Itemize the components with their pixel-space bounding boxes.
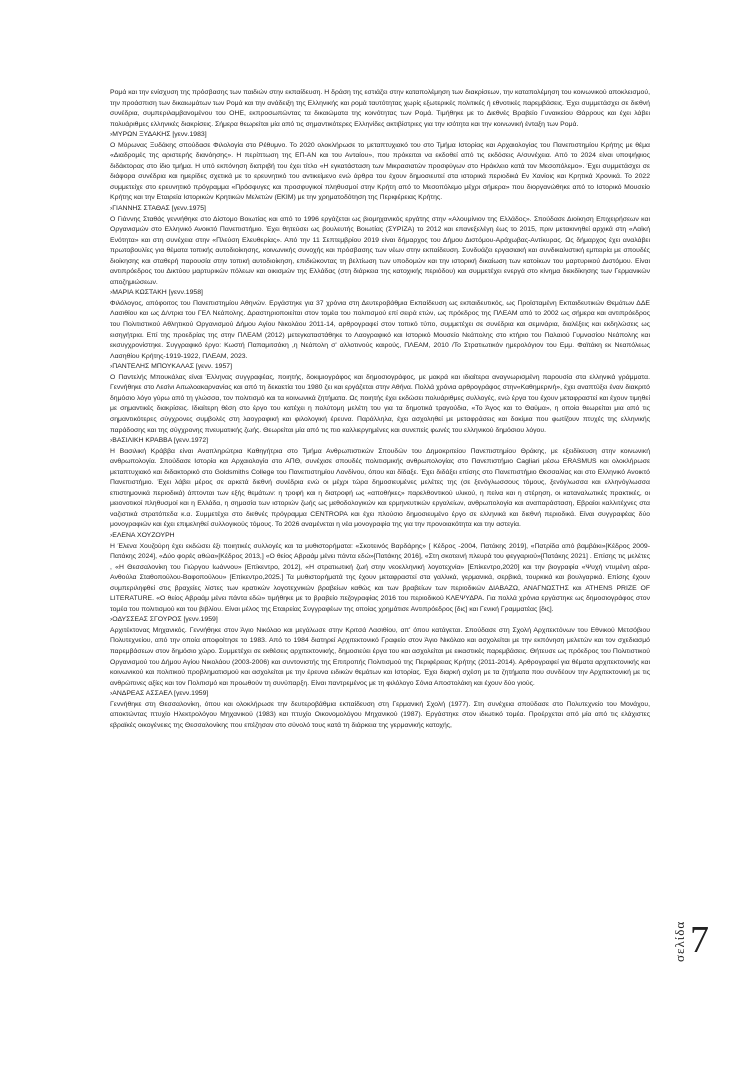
bio-text-chouzouri: Η Έλενα Χουζούρη έχει εκδώσει έξι ποιητικές συλλογές και τα μυθιστορήματα: «Σκοτεινός Βαρδάρης» [ Κέδρος -2004, Πατάκης 2019], «Πατρίδα από βαμβάκι»[Κέδρος 2009-Πατάκης 2024], «Δύο φορές αθώα»[Κέδρος 2013,] «Ο θείος Αβραάμ μένει πάντα εδώ»[Πατάκης 2016], «Στη σκοτεινή πλευρά του φεγγαριού»[Πατάκης 2021] . Επίσης τις μελέτες , «Η Θεσσαλονίκη του Γιώργου Ιωάννου» [Επίκεντρο, 2012], «Η στρατιωτική ζωή στην νεοελληνική λογοτεχνία» [Επίκεντρο,2020] και την βιογραφία «Ψυχή ντυμένη αέρα- Ανθούλα Σταθοπούλου-Βαφοπούλου» [Επίκεντρο,2025.] Τα μυθιστορήματά της έχουν μεταφραστεί στα γαλλικά, γερμανικά, σερβικά, τουρκικά και βουλγαρικά. Επίσης έχουν συμπεριληφθεί στις βραχείες λίστες των κρατικών λογοτεχνικών βραβείων καθώς και των βραβείων των περιοδικών ΔΙΑΒΑΖΩ, ΑΝΑΓΝΩΣΤΗΣ και ATHENS PRIZE OF LITERATURE. «Ο θείος Αβραάμ μένει πάντα εδώ» τιμήθηκε με το βραβείο πεζογραφίας 2016 του περιοδικού ΚΛΕΨΥΔΡΑ. Για πολλά χρόνια εργάστηκε ως δημοσιογράφος στον τομέα του πολιτισμού και του βιβλίου. Είναι μέλος της Εταιρείας Συγγραφέων της οποίας χρημάτισε Αντιπρόεδρος [δις] και Γενική Γραμματέας [δις]. [110,542,650,613]
bio-text-xydakis: Ο Μύρωνας Ξυδάκης σπούδασε Φιλολογία στο Ρέθυμνο. Το 2020 ολοκλήρωσε το μεταπτυχιακό του στο Τμήμα Ιστορίας και Αρχαιολογίας του Πανεπιστημίου Κρήτης με θέμα «Διαδρομές της αριστερής διανόησης». Η περίπτωση της ΕΠ-ΑΝ και του Ανταίου», που πρόκειται να εκδοθεί από τις εκδόσεις Α/συνέχεια. Από το 2024 είναι υποψήφιος διδάκτορας στο ίδιο τμήμα. Η υπό εκπόνηση διατριβή του έχει τίτλο «Η εγκατάσταση των Μικρασιατών προσφύγων στο Ηράκλειο κατά τον Μεσοπόλεμο». Έχει συμμετάσχει σε διάφορα συνέδρια και ημερίδες σχετικά με το ερευνητικό του αντικείμενο ενώ άρθρα του έχουν δημοσιευτεί στα ιστορικά περιοδικά Εν Χανίοις και Κρητικά Χρονικά. Το 2022 συμμετείχε στο ερευνητικό πρόγραμμα «Πρόσφυγες και προσφυγικοί πληθυσμοί στην Κρήτη από το Μεσοπόλεμο μέχρι σήμερα» που διοργανώθηκε από το Ιστορικό Μουσείο Κρήτης και την Εταιρεία Ιστορικών Κρητικών Μελετών (ΕΚΙΜ) με την χρηματοδότηση της Περιφέρειας Κρήτης. [110,141,650,202]
bio-heading-kravva: ›ΒΑΣΙΛΙΚΗ ΚΡΑΒΒΑ [γενν.1972] [110,437,209,445]
bio-heading-kostaki: ›ΜΑΡΙΑ ΚΩΣΤΑΚΗ [γενν.1958] [110,289,203,297]
page-number: 7 [690,919,709,961]
bio-text-assael: Γεννήθηκε στη Θεσσαλονίκη, όπου και ολοκλήρωσε την δευτεροβάθμια εκπαίδευση στη Γερμανική Σχολή (1977). Στη συνέχεια σπούδασε στο Πολυτεχνείο του Μονάχου, αποκτώντας πτυχίο Ηλεκτρολόγου Μηχανικού (1983) και πτυχίο Οικονομολόγου Μηχανικού (1987). Εργάστηκε στον ιδιωτικό τομέα. Προέρχεται από μία από τις ελάχιστες εβραϊκές οικογένειες της Θεσσαλονίκης που επέζησαν στο σύνολό τους κατά τη διάρκεια της γερμανικής κατοχής, [110,700,650,729]
bio-heading-xydakis: ›ΜΥΡΩΝ ΞΥΔΑΚΗΣ [γενν.1983] [110,131,207,139]
article-body [110,88,650,731]
bio-heading-assael: ›ΑΝΔΡΕΑΣ ΑΣΣΑΕΛ [γενν.1959] [110,690,209,698]
bio-heading-boukalas: ›ΠΑΝΤΕΛΗΣ ΜΠΟΥΚΑΛΑΣ [γενν. 1957] [110,363,232,371]
paragraph-intro: Ρομά και την ενίσχυση της πρόσβασης των παιδιών στην εκπαίδευση. Η δράση της εστιάζει στην καταπολέμηση των διακρίσεων, την καταπολέμηση του κοινωνικού αποκλεισμού, την προάσπιση των δικαιωμάτων των Ρομά και την ανάδειξη της Ελληνικής και ρομά ταυτότητας χωρίς εξωτερικές πολιτικές ή εθνοτικές παρεμβάσεις. Έχει συμμετάσχει σε διεθνή συνέδρια, συμπεριλαμβανομένου του ΟΗΕ, εκπροσωπώντας τα δικαιώματα της κοινότητας των Ρομά. Τιμήθηκε με το Διεθνές Βραβείο Γυναικείου Θάρρους και έχει λάβει πολυάριθμες ελληνικές διακρίσεις. Σήμερα θεωρείται μία από τις σημαντικότερες Ελληνίδες ακτιβίστριες για την ισότητα και την κοινωνική ένταξη των Ρομά. [110,89,650,128]
bio-text-stathas: Ο Γιάννης Σταθάς γεννήθηκε στο Δίστομο Βοιωτίας και από το 1996 εργάζεται ως βιομηχανικός εργάτης στην «Αλουμίνιον της Ελλάδος». Σπούδασε Διοίκηση Επιχειρήσεων και Οργανισμών στο Ελληνικό Ανοικτό Πανεπιστήμιο. Έχει θητεύσει ως βουλευτής Βοιωτίας (ΣΥΡΙΖΑ) το 2012 και επανεξελέγη έως το 2015, πριν μετακινηθεί αρχικά στη «Λαϊκή Ενότητα» και στη συνέχεια στην «Πλεύση Ελευθερίας». Από την 11 Σεπτεμβρίου 2019 είναι δήμαρχος του Δήμου Διστόμου-Αράχωβας-Αντίκυρας. Ως δήμαρχος έχει αναλάβει πρωτοβουλίες για θέματα τοπικής αυτοδιοίκησης, κοινωνικής συνοχής και πρόσβασης των νέων στην εκπαίδευση. Συνδυάζει εργασιακή και συνδικαλιστική εμπειρία με σπουδές διοίκησης και σταθερή παρουσία στην τοπική αυτοδιοίκηση, επιδιώκοντας τη βελτίωση των υποδομών και την ιστορική δικαίωση των κατοίκων του μαρτυρικού Διστόμου. Είναι αντιπρόεδρος του Δικτύου μαρτυρικών πόλεων και οικισμών της Ελλάδας (στη διάρκεια της κατοχικής περιόδου) και συμμετέχει ενεργά στο κίνημα διεκδίκησης των Γερμανικών αποζημιώσεων. [110,215,650,286]
page-label: σελίδα [672,920,687,962]
bio-heading-chouzouri: ›ΕΛΕΝΑ ΧΟΥΖΟΥΡΗ [110,531,175,539]
bio-text-kravva: Η Βασιλική Κράββα είναι Αναπληρώτρια Καθηγήτρια στο Τμήμα Ανθρωπιστικών Σπουδών του Δημοκριτείου Πανεπιστημίου Θράκης, με εξειδίκευση στην κοινωνική ανθρωπολογία. Σπούδασε Ιστορία και Αρχαιολογία στο ΑΠΘ, συνέχισε σπουδές πολιτισμικής ανθρωπολογίας στο Πανεπιστήμιο Cagliari μέσω ERASMUS και ολοκλήρωσε μεταπτυχιακό και διδακτορικό στο Goldsmiths College του Πανεπιστημίου Λονδίνου, όπου και δίδαξε. Έχει διδάξει επίσης στο Πανεπιστήμιο Θεσσαλίας και στο Ελληνικό Ανοικτό Πανεπιστήμιο. Έχει λάβει μέρος σε αρκετά διεθνή συνέδρια ενώ οι μέχρι τώρα δημοσιευμένες μελέτες της (σε ξενόγλωσσους τόμους, ξενόγλωσσα και ελληνόγλωσσα επιστημονικά περιοδικά) άπτονται των εξής θεμάτων: η τροφή και η διατροφή ως «αποθήκες» παρελθοντικού υλικού, η πείνα και η στέρηση, οι καταναλωτικές πρακτικές, οι μειονοτικοί πληθυσμοί και η Ελλάδα, η σημασία των ιστοριών ζωής ως μεθοδολογικών και ερμηνευτικών εργαλείων, ανθρωπολογία και αναπαράσταση, Εβραίοι καλλιτέχνες στα ναζιστικά στρατόπεδα κ.α. Συμμετέχει στο διεθνές πρόγραμμα CENTROPA και έχει πλούσιο δημοσιευμένο έργο σε ελληνικά και διεθνή περιοδικά. Είναι συγγραφέας δύο μονογραφιών και έχει επιμεληθεί συλλογικούς τόμους. Το 2026 αναμένεται η νέα μονογραφία της για την προνοιακότητα και την αστεγία. [110,447,650,529]
bio-text-sgouros: Αρχιτέκτονας Μηχανικός. Γεννήθηκε στον Άγιο Νικόλαο και μεγάλωσε στην Κριτσά Λασιθίου, απ' όπου κατάγεται. Σπούδασε στη Σχολή Αρχιτεκτόνων του Εθνικού Μετσόβιου Πολυτεχνείου, από την οποία αποφοίτησε το 1983. Από το 1984 διατηρεί Αρχιτεκτονικό Γραφείο στον Άγιο Νικόλαο και ασχολείται με την εκπόνηση μελετών και τον σχεδιασμό παρεμβάσεων στον δημόσιο χώρο. Συμμετέχει σε εκθέσεις αρχιτεκτονικής, δημοσιεύει έργα του και ασχολείται με εικαστικές παρεμβάσεις. Θήτευσε ως πρόεδρος του Πολιτιστικού Οργανισμού του Δήμου Αγίου Νικολάου (2003-2006) και συντονιστής της Επιτροπής Πολιτισμού της Περιφέρειας Κρήτης (2011-2014). Αρθρογραφεί για θέματα αρχιτεκτονικής και κοινωνικού και πολιτικού προβληματισμού και ασχολείται με την έρευνα ειδικών θεμάτων και Ιστορίας. Έχει διαρκή σχέση με τα ζητήματα που συνδέουν την Αρχιτεκτονική με τις ανθρώπινες αξίες και τον Πολιτισμό και προωθούν τη συνύπαρξη. Είναι παντρεμένος με τη φιλόλογο Σόνια Αποστολάκη και έχουν δύο γιούς. [110,626,650,687]
bio-heading-stathas: ›ΓΙΑΝΝΗΣ ΣΤΑΘΑΣ [γενν.1975] [110,205,206,213]
bio-text-kostaki: Φιλόλογος, απόφοιτος του Πανεπιστημίου Αθηνών. Εργάστηκε για 37 χρόνια στη Δευτεροβάθμια Εκπαίδευση ως εκπαιδευτικός, ως Προϊσταμένη Εκπαιδευτικών Θεμάτων ΔΔΕ Λασιθίου και ως Δ/ντρια του ΓΕΛ Νεάπολης. Δραστηριοποιείται στον τομέα του πολιτισμού επί σειρά ετών, ως πρόεδρος της ΠΛΕΑΜ από το 2002 ως σήμερα και αντιπρόεδρος του Πολιτιστικού Αθλητικού Οργανισμού Δήμου Αγίου Νικολάου 2011-14, αρθρογραφεί στον τοπικό τύπο, συμμετέχει σε συνέδρια και σεμινάρια, διαλέξεις και εκδηλώσεις ως εισηγήτρια. Επί της προεδρίας της στην ΠΛΕΑΜ (2012) μετεγκαταστάθηκε το Λαογραφικό και Ιστορικό Μουσείο Νεάπολης στο κτήριο του Παλαιού Γυμνασίου Νεάπολης και εκσυγχρονίστηκε. Συγγραφικό έργο: Κωστή Παπαμιτσάκη ,η Νεάπολη σ' αλλοτινούς καιρούς, ΠΛΕΑΜ, 2010 /Το Στρατιωτικόν ημερολόγιον του Εμμ. Φαϊτάκη εκ Νεαπόλεως Λασηθίου Κρήτης-1919-1922, ΠΛΕΑΜ, 2023. [110,299,650,360]
bio-heading-sgouros: ›ΟΔΥΣΣΕΑΣ ΣΓΟΥΡΟΣ [γενν.1959] [110,616,218,624]
page-footer [672,920,732,1030]
bio-text-boukalas: Ο Παντελής Μπουκάλας είναι Έλληνας συγγραφέας, ποιητής, δοκιμιογράφος και δημοσιογράφος, με μακρά και ιδιαίτερα αναγνωρισμένη παρουσία στα ελληνικά γράμματα. Γεννήθηκε στο Λεσίνι Αιτωλοακαρνανίας και από τη δεκαετία του 1980 ζει και εργάζεται στην Αθήνα. Πολλά χρόνια αρθρογράφος στην«Καθημερινή», έχει αναπτύξει έναν διακριτό δημόσιο λόγο γύρω από τη γλώσσα, τον πολιτισμό και τα κοινωνικά ζητήματα. Ως ποιητής έχει εκδώσει πολυάριθμες συλλογές, ενώ έργα του έχουν μεταφραστεί και έχουν τιμηθεί με σημαντικές διακρίσεις. Ιδιαίτερη θέση στο έργο του κατέχει η πολύτομη μελέτη του για τα δημοτικά τραγούδια, «Το Άγος και το Θαύμα», η οποία θεωρείται μια από τις σημαντικότερες σύγχρονες συμβολές στη λαογραφική και φιλολογική έρευνα. Παράλληλα, έχει ασχοληθεί με μεταφράσεις και δοκίμια που φωτίζουν πτυχές της ελληνικής παράδοσης και της σύγχρονης πνευματικής ζωής. Θεωρείται μία από τις πιο καλλιεργημένες και συνεπείς φωνές του ελληνικού δημόσιου λόγου. [110,373,650,434]
